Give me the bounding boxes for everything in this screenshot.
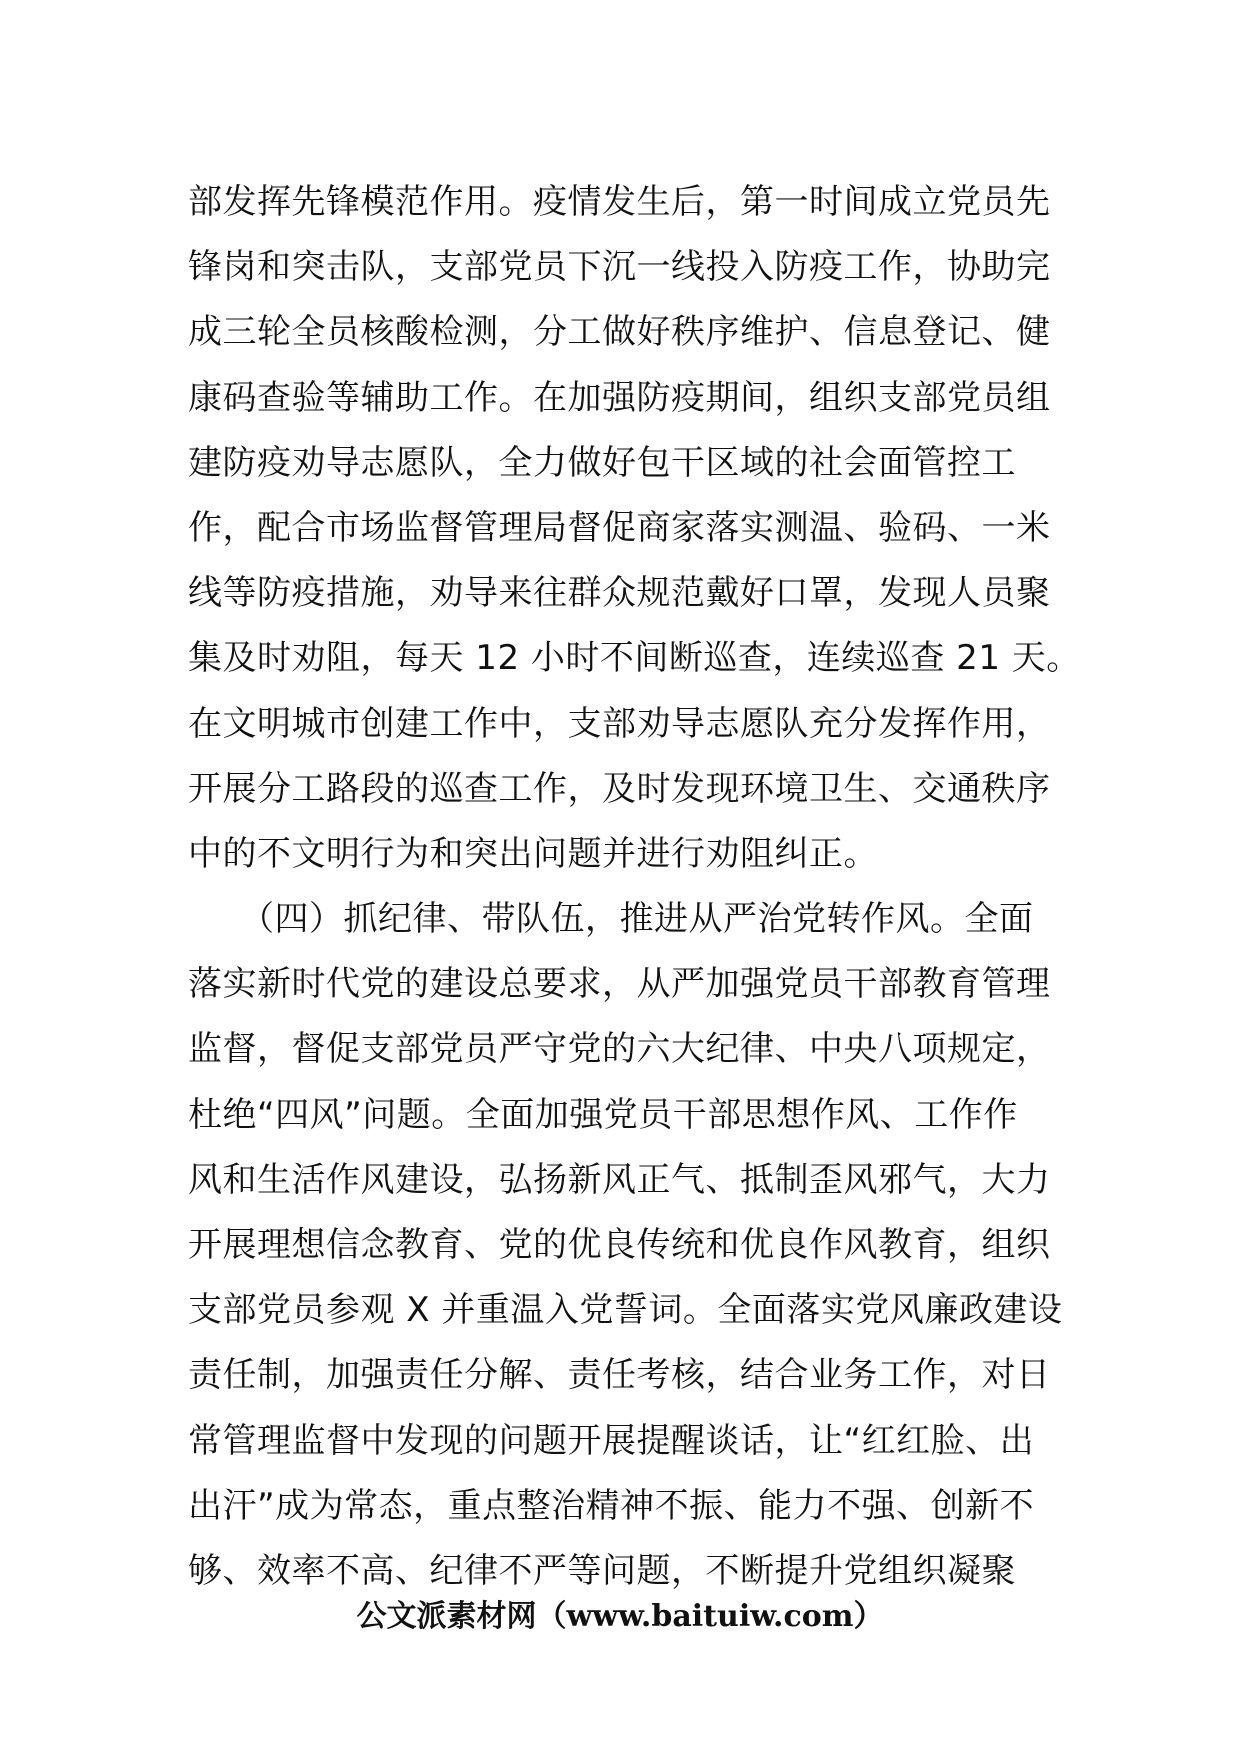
text-line: 作，配合市场监督管理局督促商家落实测温、验码、一米: [188, 507, 1051, 548]
text-line: 锋岗和突击队，支部党员下沉一线投入防疫工作，协助完: [188, 247, 1051, 288]
text-line: 责任制，加强责任分解、责任考核，结合业务工作，对日: [188, 1355, 1051, 1396]
page-footer: 公文派素材网（www.baituiw.com）: [356, 1599, 884, 1634]
text-line: 支部党员参观 X 并重温入党誓词。全面落实党风廉政建设: [188, 1290, 1063, 1331]
text-line: 部发挥先锋模范作用。疫情发生后，第一时间成立党员先: [188, 182, 1051, 222]
text-line: 建防疫劝导志愿队，全力做好包干区域的社会面管控工: [188, 442, 1016, 483]
text-line: 在文明城市创建工作中，支部劝导志愿队充分发挥作用，: [188, 703, 1051, 744]
text-line: 常管理监督中发现的问题开展提醒谈话，让“红红脸、出: [188, 1420, 1035, 1461]
text-line: 中的不文明行为和突出问题并进行劝阻纠正。: [188, 833, 878, 874]
text-line: 够、效率不高、纪律不严等问题，不断提升党组织凝聚: [188, 1550, 1016, 1591]
text-line: 线等防疫措施，劝导来往群众规范戴好口罩，发现人员聚: [188, 573, 1051, 614]
text-line: 出汗”成为常态，重点整治精神不振、能力不强、创新不: [188, 1485, 1035, 1526]
text-line: 开展理想信念教育、党的优良传统和优良作风教育，组织: [188, 1225, 1051, 1265]
text-line: 集及时劝阻，每天 12 小时不间断巡查，连续巡查 21 天。: [188, 638, 1081, 679]
text-line: 杜绝“四风”问题。全面加强党员干部思想作风、工作作: [188, 1094, 1018, 1135]
text-line: 落实新时代党的建设总要求，从严加强党员干部教育管理: [188, 964, 1051, 1005]
section-heading-line: （四）抓纪律、带队伍，推进从严治党转作风。全面: [188, 899, 1034, 940]
text-line: 成三轮全员核酸检测，分工做好秩序维护、信息登记、健: [188, 312, 1051, 353]
text-line: 风和生活作风建设，弘扬新风正气、抵制歪风邪气，大力: [188, 1159, 1051, 1200]
document-body: [188, 170, 1081, 1604]
text-line: 监督，督促支部党员严守党的六大纪律、中央八项规定，: [188, 1029, 1051, 1070]
text-line: 开展分工路段的巡查工作，及时发现环境卫生、交通秩序: [188, 768, 1051, 809]
text-line: 康码查验等辅助工作。在加强防疫期间，组织支部党员组: [188, 377, 1051, 418]
